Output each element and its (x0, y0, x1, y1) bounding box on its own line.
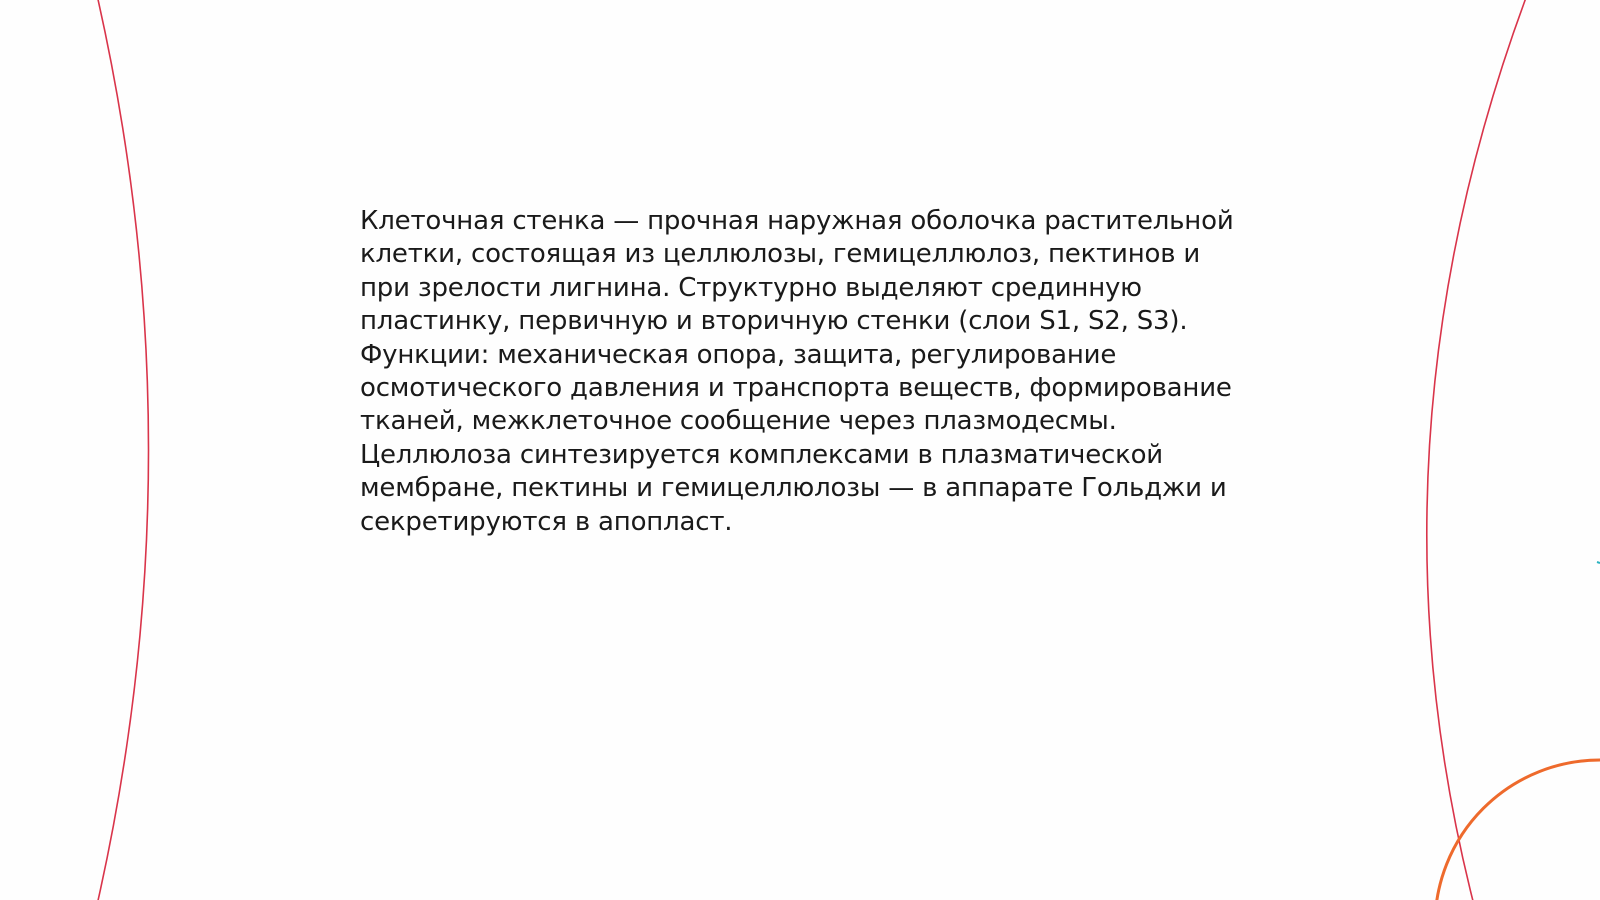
text-line: при зрелости лигнина. Структурно выделяют срединную (360, 272, 1142, 303)
text-line: Функции: механическая опора, защита, регулирование (360, 339, 1117, 370)
left-arc (97, 0, 149, 900)
body-paragraph (360, 205, 1260, 539)
text-line: тканей, межклеточное сообщение через плазмодесмы. (360, 406, 1117, 437)
text-line: пластинку, первичную и вторичную стенки (слои S1, S2, S3). (360, 306, 1188, 337)
right-arc (1427, 0, 1527, 900)
text-line: осмотического давления и транспорта веществ, формирование (360, 373, 1232, 404)
text-line: мембране, пектины и гемицеллюлозы — в аппарате Гольджи и (360, 473, 1227, 504)
text-line: Целлюлоза синтезируется комплексами в плазматической (360, 439, 1164, 470)
orange-ring (1435, 760, 1600, 900)
text-line: клетки, состоящая из целлюлозы, гемицеллюлоз, пектинов и (360, 239, 1201, 270)
text-line: секретируются в апопласт. (360, 506, 733, 537)
text-line: Клеточная стенка — прочная наружная оболочка растительной (360, 206, 1234, 236)
